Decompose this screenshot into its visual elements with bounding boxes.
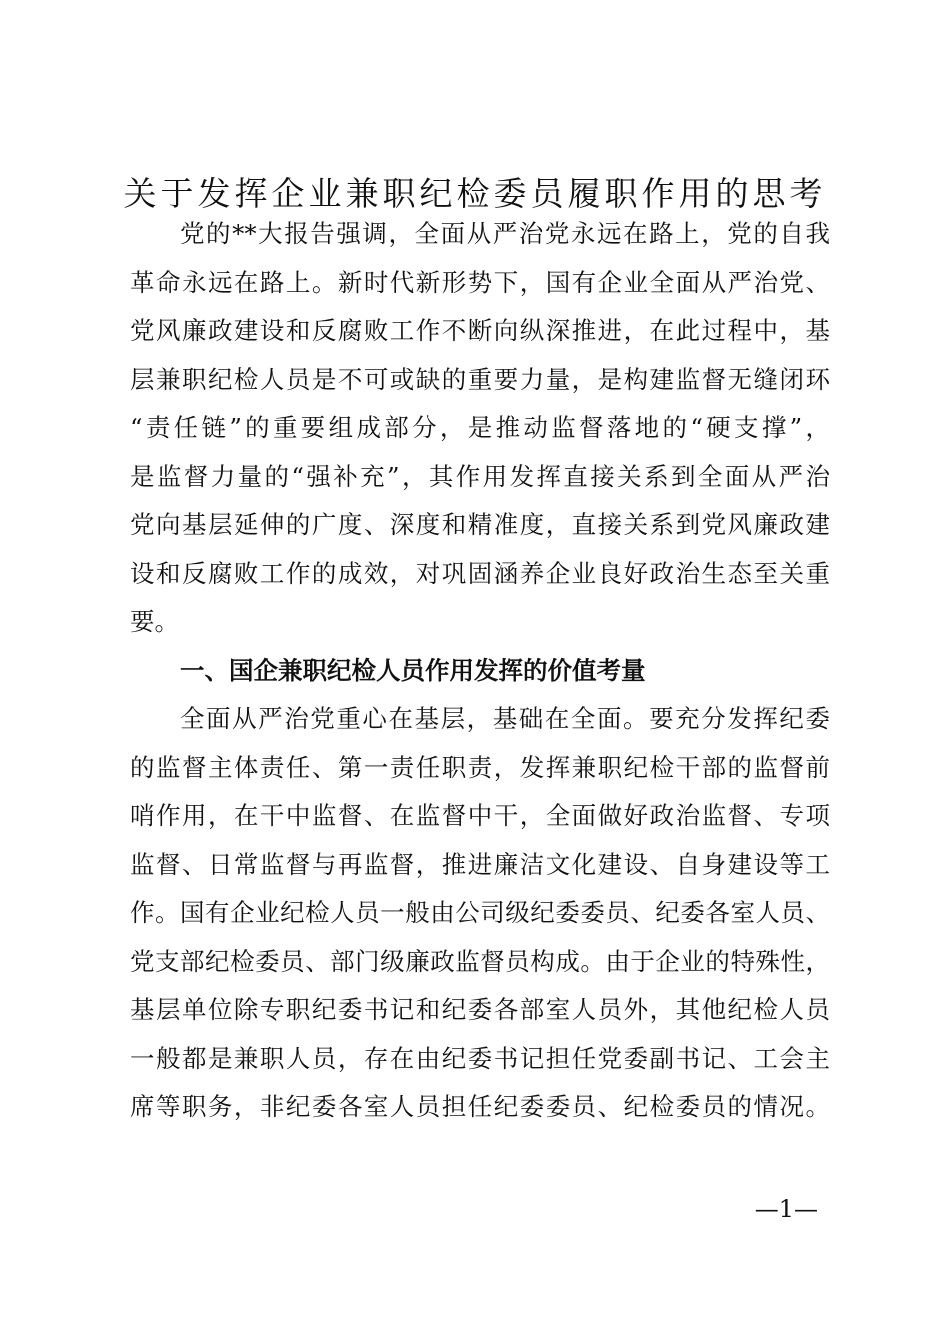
paragraph-line: 党的**大报告强调，全面从严治党永远在路上，党的自我 <box>180 219 830 248</box>
paragraph-line: 哨作用，在干中监督、在监督中干，全面做好政治监督、专项 <box>130 801 830 830</box>
paragraph-line: 监督、日常监督与再监督，推进廉洁文化建设、自身建设等工 <box>130 849 830 879</box>
paragraph-line: 党支部纪检委员、部门级廉政监督员构成。由于企业的特殊性， <box>130 946 830 976</box>
paragraph-line: 基层单位除专职纪委书记和纪委各部室人员外，其他纪检人员 <box>130 995 830 1024</box>
paragraph-line: 层兼职纪检人员是不可或缺的重要力量，是构建监督无缝闭环 <box>130 364 830 394</box>
paragraph-line: 是监督力量的“强补充”，其作用发挥直接关系到全面从严治 <box>130 461 830 491</box>
page-number: —1— <box>754 1195 818 1223</box>
paragraph-line: 党风廉政建设和反腐败工作不断向纵深推进，在此过程中，基 <box>130 316 830 345</box>
paragraph-line: 设和反腐败工作的成效，对巩固涵养企业良好政治生态至关重 <box>130 558 830 588</box>
paragraph-line: 席等职务，非纪委各室人员担任纪委委员、纪检委员的情况。 <box>130 1092 830 1121</box>
paragraph-line: 一般都是兼职人员，存在由纪委书记担任党委副书记、工会主 <box>130 1043 830 1073</box>
paragraph-line: “责任链”的重要组成部分，是推动监督落地的“硬支撑”， <box>130 413 830 442</box>
paragraph-line: 党向基层延伸的广度、深度和精准度，直接关系到党风廉政建 <box>130 510 830 539</box>
section-heading: 一、国企兼职纪检人员作用发挥的价值考量 <box>180 655 646 685</box>
paragraph-line: 要。 <box>130 607 179 636</box>
paragraph-line: 革命永远在路上。新时代新形势下，国有企业全面从严治党、 <box>130 267 830 297</box>
paragraph-line: 全面从严治党重心在基层，基础在全面。要充分发挥纪委 <box>180 704 830 733</box>
paragraph-line: 的监督主体责任、第一责任职责，发挥兼职纪检干部的监督前 <box>130 752 830 782</box>
document-title: 关于发挥企业兼职纪检委员履职作用的思考 <box>123 174 827 213</box>
paragraph-line: 作。国有企业纪检人员一般由公司级纪委委员、纪委各室人员、 <box>130 898 830 927</box>
